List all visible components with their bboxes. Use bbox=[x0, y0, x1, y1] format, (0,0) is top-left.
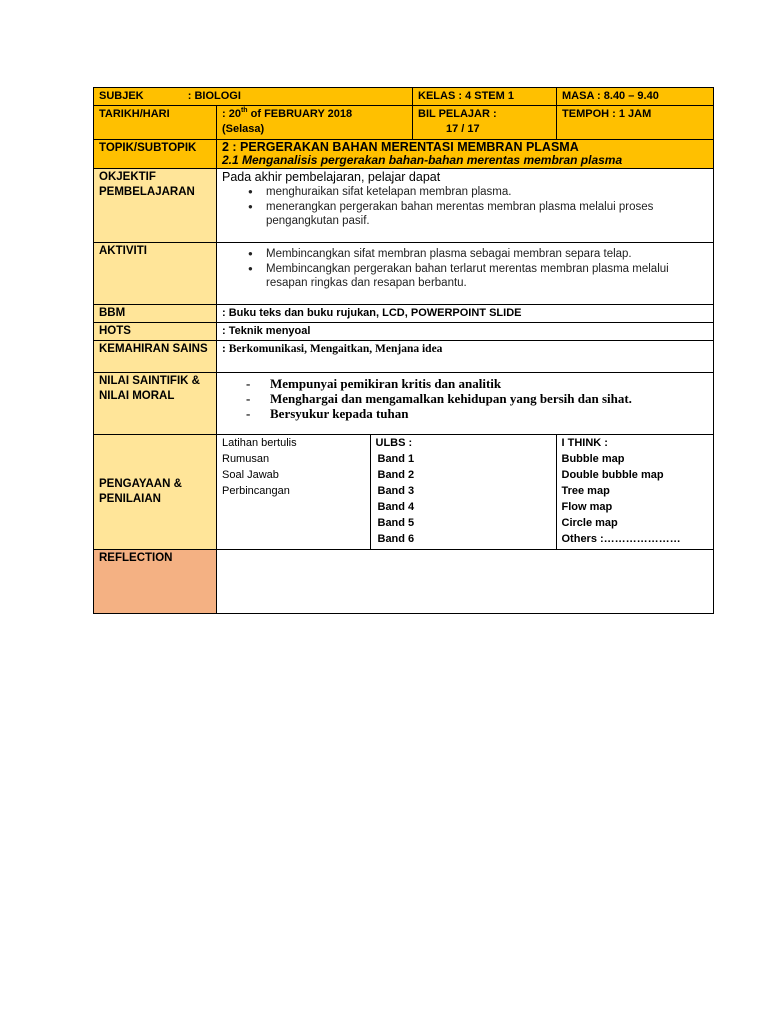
tarikh-label: TARIKH/HARI bbox=[94, 106, 217, 140]
lesson-plan bbox=[93, 87, 713, 614]
bbm-row bbox=[94, 305, 714, 323]
topik-title: 2 : PERGERAKAN BAHAN MERENTASI MEMBRAN PLASMA bbox=[222, 140, 579, 154]
method-item: Soal Jawab bbox=[222, 469, 279, 481]
topik-value bbox=[217, 140, 714, 169]
hari-value: (Selasa) bbox=[222, 123, 265, 135]
topik-subtitle: 2.1 Menganalisis pergerakan bahan-bahan merentas membran plasma bbox=[222, 153, 623, 167]
aktiviti-row bbox=[94, 243, 714, 305]
tarikh-sup: th bbox=[240, 107, 248, 114]
ithink-item: Circle map bbox=[561, 517, 618, 529]
ulbs-item: Band 1 bbox=[377, 453, 415, 465]
nilai-row bbox=[94, 373, 714, 435]
tarikh-day: : 20 bbox=[222, 108, 241, 120]
objektif-value bbox=[217, 169, 714, 243]
bil-label: BIL PELAJAR : bbox=[418, 108, 497, 120]
topik-row bbox=[94, 140, 714, 169]
method-item: Rumusan bbox=[222, 453, 270, 465]
reflection-row bbox=[94, 550, 714, 614]
aktiviti-item: ● Membincangkan pergerakan bahan terlarut merentas membran plasma melalui resapan ringkas dan resapan berbantu. bbox=[266, 262, 708, 290]
objektif-item: ● menghuraikan sifat ketelapan membran plasma. bbox=[266, 185, 708, 199]
objektif-label: OKJEKTIF PEMBELAJARAN bbox=[94, 169, 217, 243]
lesson-plan-table bbox=[93, 87, 714, 614]
ulbs-item: Band 4 bbox=[377, 501, 415, 513]
tempoh-cell: TEMPOH : 1 JAM bbox=[557, 106, 714, 140]
penilaian-methods bbox=[217, 435, 370, 549]
ithink-item: Bubble map bbox=[561, 453, 625, 465]
ulbs-item: Band 3 bbox=[377, 485, 415, 497]
bbm-value: : Buku teks dan buku rujukan, LCD, POWERPOINT SLIDE bbox=[217, 305, 714, 323]
pengayaan-row bbox=[94, 435, 714, 550]
bil-pelajar-cell bbox=[413, 106, 557, 140]
nilai-value bbox=[217, 373, 714, 435]
reflection-value bbox=[217, 550, 714, 614]
subject-row bbox=[94, 88, 714, 106]
pengayaan-value bbox=[217, 435, 714, 550]
method-item: Latihan bertulis bbox=[222, 437, 297, 449]
aktiviti-item: ● Membincangkan sifat membran plasma sebagai membran separa telap. bbox=[266, 247, 708, 261]
aktiviti-label: AKTIVITI bbox=[94, 243, 217, 305]
ithink-item: Tree map bbox=[561, 485, 610, 497]
kelas-cell: KELAS : 4 STEM 1 bbox=[413, 88, 557, 106]
objektif-item: ● menerangkan pergerakan bahan merentas membran plasma melalui proses pengangkutan pasif. bbox=[266, 200, 708, 228]
bil-value: 17 / 17 bbox=[446, 123, 480, 135]
kemahiran-value: : Berkomunikasi, Mengaitkan, Menjana idea bbox=[217, 341, 714, 373]
reflection-label: REFLECTION bbox=[94, 550, 217, 614]
subjek-label: SUBJEK bbox=[99, 90, 144, 102]
hots-row bbox=[94, 323, 714, 341]
ulbs-column bbox=[370, 435, 556, 549]
kemahiran-row bbox=[94, 341, 714, 373]
ulbs-item: Band 2 bbox=[377, 469, 415, 481]
ithink-item: Double bubble map bbox=[561, 469, 664, 481]
bbm-label: BBM bbox=[94, 305, 217, 323]
aktiviti-value bbox=[217, 243, 714, 305]
tarikh-value bbox=[217, 106, 413, 140]
nilai-item: - Bersyukur kepada tuhan bbox=[270, 406, 708, 421]
nilai-item: - Mempunyai pemikiran kritis dan analitik bbox=[270, 376, 708, 391]
nilai-label: NILAI SAINTIFIK & NILAI MORAL bbox=[94, 373, 217, 435]
hots-value: : Teknik menyoal bbox=[217, 323, 714, 341]
aktiviti-list bbox=[222, 247, 708, 290]
ithink-item: Flow map bbox=[561, 501, 613, 513]
subjek-cell bbox=[94, 88, 413, 106]
objektif-intro: Pada akhir pembelajaran, pelajar dapat bbox=[222, 170, 441, 184]
nilai-item: - Menghargai dan mengamalkan kehidupan yang bersih dan sihat. bbox=[270, 391, 708, 406]
method-item: Perbincangan bbox=[222, 485, 290, 497]
objektif-list bbox=[222, 185, 708, 228]
ulbs-item: Band 5 bbox=[377, 517, 415, 529]
ithink-item: Others :………………… bbox=[561, 533, 681, 545]
date-row bbox=[94, 106, 714, 140]
ithink-column bbox=[556, 435, 713, 549]
pengayaan-label: PENGAYAAN & PENILAIAN bbox=[94, 435, 217, 550]
ulbs-header: ULBS : bbox=[375, 437, 413, 449]
subjek-value: : BIOLOGI bbox=[187, 90, 241, 102]
ithink-header: I THINK : bbox=[561, 437, 608, 449]
masa-cell: MASA : 8.40 – 9.40 bbox=[557, 88, 714, 106]
ulbs-item: Band 6 bbox=[377, 533, 415, 545]
topik-label: TOPIK/SUBTOPIK bbox=[94, 140, 217, 169]
hots-label: HOTS bbox=[94, 323, 217, 341]
pengayaan-inner bbox=[217, 435, 713, 549]
objektif-row bbox=[94, 169, 714, 243]
kemahiran-label: KEMAHIRAN SAINS bbox=[94, 341, 217, 373]
tarikh-month: of FEBRUARY 2018 bbox=[247, 108, 353, 120]
nilai-list bbox=[222, 376, 708, 421]
